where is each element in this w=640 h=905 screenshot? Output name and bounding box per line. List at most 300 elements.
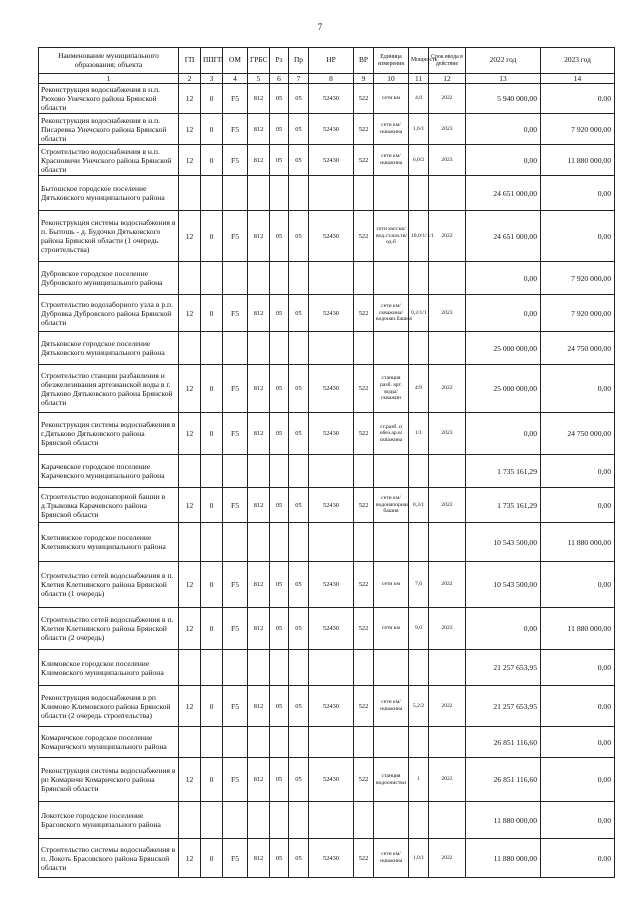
object-name: Бытошское городское поселение Дятьковского муниципального района [39,176,179,211]
cell-unit: станция водоочистки [374,758,409,802]
cell-vr [354,262,374,295]
cell-pr: 05 [289,562,309,608]
cell-rz: 05 [270,686,289,727]
cell-grbs [248,523,270,562]
object-name: Климовское городское поселение Климовского муниципального района [39,650,179,686]
cell-term: 2023 [429,413,466,455]
cell-om: F5 [223,295,248,332]
cell-2022: 26 851 116,60 [466,758,541,802]
cell-2023: 0,00 [541,84,615,114]
cell-rz [270,262,289,295]
cell-term [429,262,466,295]
cell-power [409,727,429,758]
cell-om [223,523,248,562]
cell-rz [270,802,289,839]
cell-nr [309,176,354,211]
header-cell: Пр [289,48,309,74]
cell-gp: 12 [179,839,201,878]
cell-2022: 21 257 653,95 [466,650,541,686]
cell-gp: 12 [179,413,201,455]
object-name: Строительство станции разбавления и обезжелезивания артезианской воды в г. Дятьково Дятьковского района Брянской области [39,365,179,413]
cell-vr: 522 [354,839,374,878]
cell-ppgp: 0 [201,488,223,523]
cell-om: F5 [223,608,248,650]
cell-power: 1,0/1 [409,839,429,878]
cell-ppgp [201,176,223,211]
cell-power [409,523,429,562]
cell-unit: ст.разб. и обез.ар.в/скважина [374,413,409,455]
cell-ppgp [201,727,223,758]
object-row [39,686,615,727]
cell-unit [374,650,409,686]
cell-grbs: 812 [248,211,270,262]
cell-om: F5 [223,365,248,413]
cell-pr [289,727,309,758]
cell-ppgp: 0 [201,145,223,176]
cell-term: 2023 [429,608,466,650]
header-cell: Срок ввода в действие [429,48,466,74]
cell-unit: сети км/скважина [374,686,409,727]
object-name: Реконструкция системы водоснабжения в рп Комаричи Комаричского района Брянской области [39,758,179,802]
cell-rz: 05 [270,365,289,413]
cell-vr: 522 [354,365,374,413]
cell-ppgp: 0 [201,562,223,608]
object-row [39,84,615,114]
object-name: Строительство водоснабжения в н.п. Красновичи Унечского района Брянской области [39,145,179,176]
cell-gp [179,455,201,488]
object-name: Локотское городское поселение Брасовского муниципального района [39,802,179,839]
cell-term: 2022 [429,488,466,523]
cell-2022: 5 940 000,00 [466,84,541,114]
cell-ppgp [201,455,223,488]
cell-unit: сети км [374,84,409,114]
cell-ppgp [201,332,223,365]
cell-2023: 0,00 [541,686,615,727]
object-row [39,413,615,455]
cell-2023: 0,00 [541,650,615,686]
cell-term: 2022 [429,84,466,114]
cell-gp: 12 [179,365,201,413]
cell-grbs: 812 [248,295,270,332]
cell-unit [374,455,409,488]
object-row [39,114,615,145]
cell-om: F5 [223,758,248,802]
table-header [39,48,615,74]
cell-2022: 10 543 500,00 [466,523,541,562]
cell-vr: 522 [354,84,374,114]
cell-pr: 05 [289,839,309,878]
cell-2023: 0,00 [541,455,615,488]
cell-grbs: 812 [248,562,270,608]
object-name: Реконструкция системы водоснабжения в г.Дятьково Дятьковского района Брянской области [39,413,179,455]
cell-rz: 05 [270,114,289,145]
header-cell: 2023 год [541,48,615,74]
cell-rz: 05 [270,488,289,523]
cell-om: F5 [223,686,248,727]
object-name: Реконструкция системы водоснабжения в п. Бытошь - д. Будочки Дятьковского района Брянской области (1 очередь строительства) [39,211,179,262]
cell-rz: 05 [270,211,289,262]
cell-gp [179,176,201,211]
municipality-row [39,802,615,839]
cell-vr [354,455,374,488]
cell-grbs: 812 [248,488,270,523]
cell-om: F5 [223,839,248,878]
cell-grbs [248,802,270,839]
object-row [39,608,615,650]
cell-vr: 522 [354,413,374,455]
cell-nr: 52430 [309,686,354,727]
cell-power: 1 [409,758,429,802]
cell-2022: 0,00 [466,145,541,176]
cell-vr: 522 [354,295,374,332]
cell-ppgp: 0 [201,686,223,727]
column-number: 11 [409,74,429,84]
cell-gp [179,523,201,562]
cell-grbs [248,176,270,211]
object-name: Клетнянское городское поселение Клетнянского муниципального района [39,523,179,562]
budget-table [38,47,615,878]
cell-gp: 12 [179,488,201,523]
cell-pr [289,523,309,562]
cell-unit: сети км/скважина [374,114,409,145]
cell-power [409,332,429,365]
cell-2022: 24 651 000,00 [466,211,541,262]
cell-nr [309,455,354,488]
object-row [39,758,615,802]
cell-grbs [248,455,270,488]
cell-term: 2023 [429,114,466,145]
cell-term: 2022 [429,758,466,802]
cell-2022: 1 735 161,29 [466,455,541,488]
cell-nr: 52430 [309,562,354,608]
object-name: Реконструкция водоснабжения в рп Климово Климовского района Брянской области (2 очередь строительства) [39,686,179,727]
column-number: 13 [466,74,541,84]
cell-ppgp: 0 [201,839,223,878]
header-cell: ГП [179,48,201,74]
column-number: 2 [179,74,201,84]
cell-vr: 522 [354,562,374,608]
object-row [39,145,615,176]
cell-2023: 0,00 [541,488,615,523]
column-number: 6 [270,74,289,84]
cell-unit [374,802,409,839]
cell-2022: 0,00 [466,262,541,295]
object-name: Комаричское городское поселение Комаричского муниципального района [39,727,179,758]
cell-vr [354,727,374,758]
cell-rz: 05 [270,413,289,455]
cell-term: 2022 [429,839,466,878]
cell-ppgp [201,262,223,295]
cell-grbs: 812 [248,758,270,802]
cell-om: F5 [223,114,248,145]
cell-om: F5 [223,84,248,114]
cell-ppgp [201,523,223,562]
cell-pr: 05 [289,295,309,332]
cell-2023: 0,00 [541,839,615,878]
cell-pr: 05 [289,686,309,727]
cell-om [223,650,248,686]
cell-2022: 1 735 161,29 [466,488,541,523]
cell-rz: 05 [270,145,289,176]
cell-gp: 12 [179,295,201,332]
cell-nr [309,262,354,295]
cell-2022: 0,00 [466,114,541,145]
column-number: 5 [248,74,270,84]
header-cell: Наименование муниципального образования; объекта [39,48,179,74]
cell-ppgp: 0 [201,211,223,262]
cell-om [223,262,248,295]
cell-term: 2022 [429,562,466,608]
cell-power [409,262,429,295]
cell-2023: 11 880 000,00 [541,523,615,562]
cell-vr [354,650,374,686]
cell-gp [179,802,201,839]
cell-rz: 05 [270,84,289,114]
cell-2023: 24 750 000,00 [541,332,615,365]
cell-pr [289,332,309,365]
cell-unit: сети км [374,608,409,650]
cell-rz [270,727,289,758]
cell-gp: 12 [179,562,201,608]
cell-ppgp: 0 [201,84,223,114]
cell-pr: 05 [289,365,309,413]
cell-vr [354,176,374,211]
object-row [39,488,615,523]
cell-unit: сети км/скв/вод.ст.наз.тв/од.б [374,211,409,262]
cell-rz [270,455,289,488]
cell-pr: 05 [289,488,309,523]
cell-power: 7,0 [409,562,429,608]
cell-2023: 0,00 [541,562,615,608]
cell-om: F5 [223,488,248,523]
cell-power: 1,6/1 [409,114,429,145]
cell-pr: 05 [289,84,309,114]
cell-ppgp: 0 [201,758,223,802]
cell-unit [374,727,409,758]
column-number: 14 [541,74,615,84]
cell-om [223,455,248,488]
cell-pr: 05 [289,413,309,455]
cell-power [409,802,429,839]
municipality-row [39,523,615,562]
cell-rz [270,650,289,686]
header-cell: Рз [270,48,289,74]
cell-unit: сети км/скважина [374,839,409,878]
cell-rz: 05 [270,295,289,332]
cell-2022: 24 651 000,00 [466,176,541,211]
cell-power: 6,0/2 [409,145,429,176]
column-number: 12 [429,74,466,84]
cell-nr: 52430 [309,365,354,413]
column-number: 1 [39,74,179,84]
cell-2022: 25 000 000,00 [466,332,541,365]
cell-2023: 11 880 000,00 [541,145,615,176]
object-name: Дятьковское городское поселение Дятьковского муниципального района [39,332,179,365]
municipality-row [39,650,615,686]
cell-term [429,802,466,839]
cell-rz: 05 [270,839,289,878]
cell-2022: 11 880 000,00 [466,839,541,878]
cell-vr [354,802,374,839]
cell-vr [354,523,374,562]
cell-grbs [248,727,270,758]
header-cell: ВР [354,48,374,74]
cell-ppgp [201,650,223,686]
cell-2023: 7 920 000,00 [541,262,615,295]
cell-unit [374,176,409,211]
cell-nr [309,650,354,686]
column-number: 10 [374,74,409,84]
page-number: 7 [317,22,323,32]
cell-nr [309,802,354,839]
cell-2023: 0,00 [541,727,615,758]
cell-vr: 522 [354,211,374,262]
column-number-row [39,74,615,84]
cell-nr: 52430 [309,295,354,332]
cell-pr: 05 [289,211,309,262]
cell-2022: 10 543 500,00 [466,562,541,608]
object-name: Реконструкция водоснабжения в н.п. Рюхово Унечского района Брянской области [39,84,179,114]
cell-unit: сети км [374,562,409,608]
cell-ppgp: 0 [201,608,223,650]
cell-term: 2023 [429,145,466,176]
cell-unit [374,523,409,562]
cell-2022: 11 880 000,00 [466,802,541,839]
cell-nr: 52430 [309,839,354,878]
cell-term [429,650,466,686]
cell-power: 0,3/1 [409,488,429,523]
cell-unit [374,332,409,365]
cell-rz [270,523,289,562]
cell-power: 10,0/1/1/1 [409,211,429,262]
cell-power: 4,0 [409,84,429,114]
cell-vr [354,332,374,365]
cell-grbs: 812 [248,839,270,878]
cell-om: F5 [223,562,248,608]
cell-nr: 52430 [309,488,354,523]
header-cell: Единица измерения [374,48,409,74]
cell-ppgp: 0 [201,114,223,145]
cell-2023: 7 920 000,00 [541,114,615,145]
cell-om [223,332,248,365]
cell-pr [289,455,309,488]
cell-power [409,176,429,211]
cell-unit: сети км/скважина/водонап.башня [374,295,409,332]
cell-gp [179,650,201,686]
header-cell: ОМ [223,48,248,74]
cell-nr: 52430 [309,114,354,145]
cell-ppgp: 0 [201,365,223,413]
object-row [39,295,615,332]
cell-pr: 05 [289,114,309,145]
cell-2023: 11 880 000,00 [541,608,615,650]
cell-term: 2023 [429,295,466,332]
cell-vr: 522 [354,488,374,523]
municipality-row [39,727,615,758]
cell-2023: 0,00 [541,758,615,802]
cell-grbs: 812 [248,114,270,145]
object-name: Карачевское городское поселение Карачевского муниципального района [39,455,179,488]
cell-vr: 522 [354,686,374,727]
cell-2022: 0,00 [466,295,541,332]
cell-gp: 12 [179,84,201,114]
cell-nr: 52430 [309,145,354,176]
cell-unit: станция разб. арт. воды/скважин [374,365,409,413]
header-cell: НР [309,48,354,74]
municipality-row [39,176,615,211]
cell-vr: 522 [354,114,374,145]
cell-2022: 25 000 000,00 [466,365,541,413]
cell-nr [309,523,354,562]
cell-vr: 522 [354,608,374,650]
municipality-row [39,262,615,295]
cell-gp [179,332,201,365]
cell-grbs [248,650,270,686]
cell-power [409,455,429,488]
cell-grbs [248,262,270,295]
cell-ppgp: 0 [201,413,223,455]
cell-unit [374,262,409,295]
object-row [39,839,615,878]
cell-power [409,650,429,686]
cell-gp: 12 [179,145,201,176]
cell-power: 0,2/1/1 [409,295,429,332]
column-number: 4 [223,74,248,84]
cell-pr [289,262,309,295]
cell-ppgp: 0 [201,295,223,332]
cell-vr: 522 [354,145,374,176]
column-number: 7 [289,74,309,84]
cell-gp: 12 [179,758,201,802]
object-name: Строительство водонапорной башни в д.Трыковка Карачевского района Брянской области [39,488,179,523]
cell-term [429,523,466,562]
cell-rz [270,176,289,211]
cell-power: 5,2/2 [409,686,429,727]
municipality-row [39,332,615,365]
cell-gp: 12 [179,608,201,650]
object-row [39,211,615,262]
object-row [39,562,615,608]
cell-nr [309,332,354,365]
cell-nr: 52430 [309,84,354,114]
cell-term [429,176,466,211]
cell-nr: 52430 [309,413,354,455]
object-name: Строительство системы водоснабжения в п. Локоть Брасовского района Брянской области [39,839,179,878]
header-cell: ГРБС [248,48,270,74]
cell-power: 1/1 [409,413,429,455]
cell-om: F5 [223,413,248,455]
municipality-row [39,455,615,488]
cell-term [429,455,466,488]
cell-2023: 0,00 [541,365,615,413]
header-cell: ППГП [201,48,223,74]
object-row [39,365,615,413]
cell-2022: 26 851 116,60 [466,727,541,758]
cell-om [223,802,248,839]
cell-2023: 0,00 [541,176,615,211]
cell-2023: 7 920 000,00 [541,295,615,332]
cell-grbs: 812 [248,413,270,455]
cell-pr [289,176,309,211]
cell-gp [179,262,201,295]
column-number: 8 [309,74,354,84]
cell-2023: 24 750 000,00 [541,413,615,455]
cell-2022: 0,00 [466,608,541,650]
object-name: Строительство сетей водоснабжения в п. Клетня Клетнянского района Брянской области (2 очередь) [39,608,179,650]
header-cell: Мощность [409,48,429,74]
cell-term: 2022 [429,211,466,262]
cell-power: 9,0 [409,608,429,650]
